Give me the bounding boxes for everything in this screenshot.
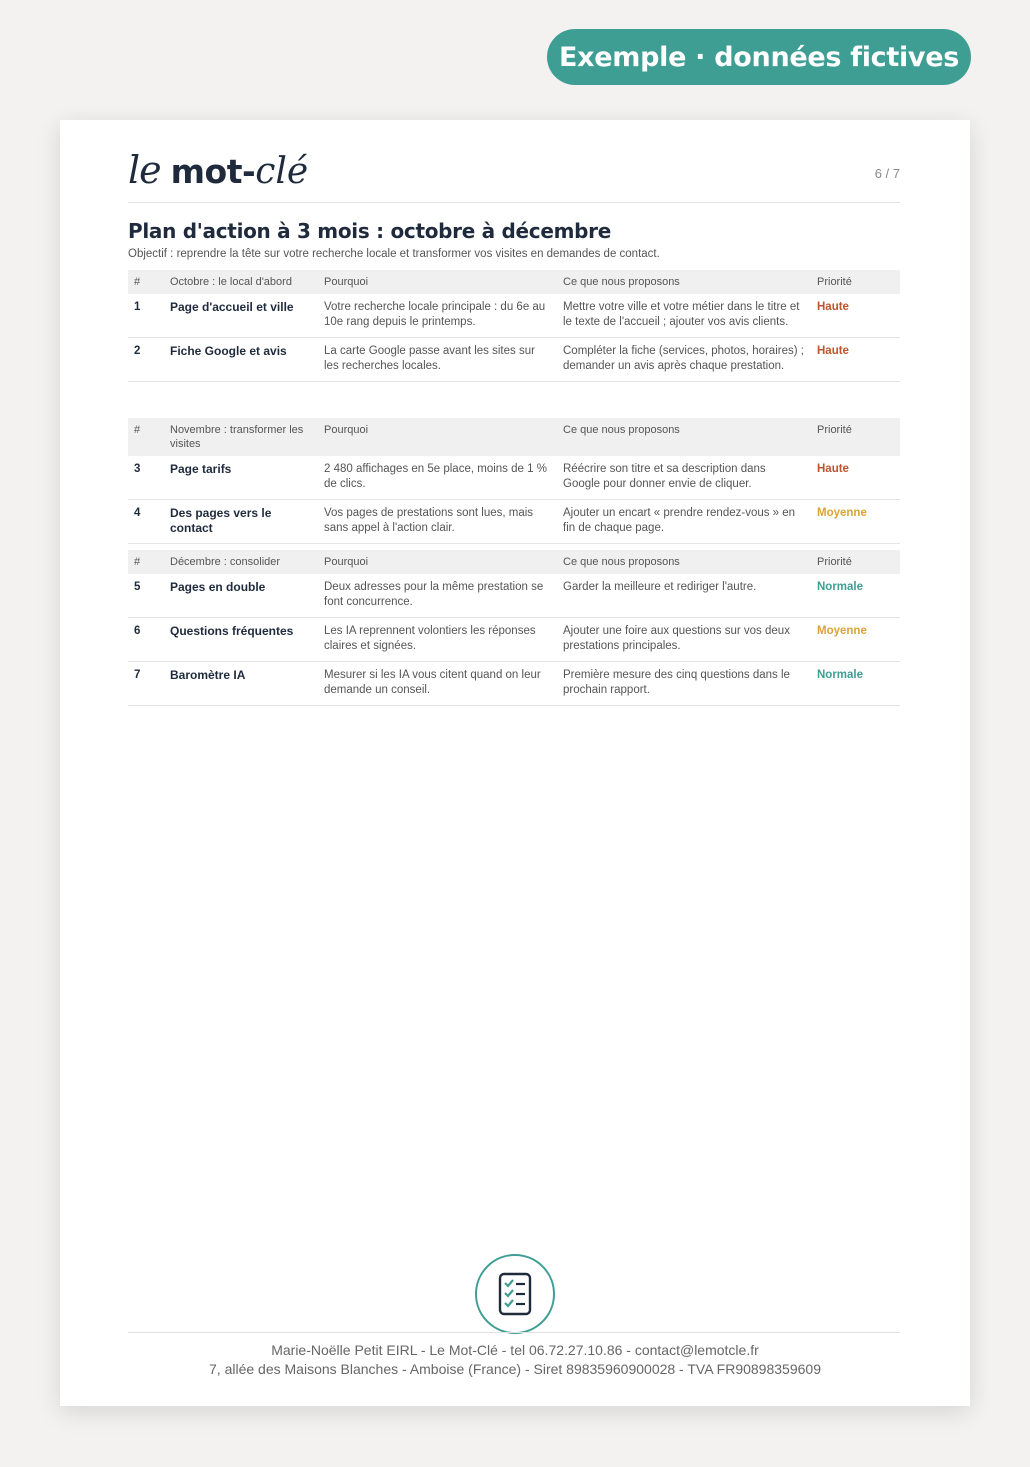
- row-proposal: Réécrire son titre et sa description dans Google pour donner envie de cliquer.: [557, 456, 811, 500]
- report-page: [60, 120, 970, 1406]
- row-number: 6: [128, 618, 164, 662]
- action-table: [128, 550, 900, 706]
- row-proposal: Garder la meilleure et rediriger l'autre.: [557, 574, 811, 618]
- row-why: Mesurer si les IA vous citent quand on leur demande un conseil.: [318, 662, 557, 706]
- row-why: Les IA reprennent volontiers les réponses claires et signées.: [318, 618, 557, 662]
- logo-part-le: le: [128, 148, 161, 192]
- row-proposal: Ajouter un encart « prendre rendez-vous » en fin de chaque page.: [557, 500, 811, 544]
- header-hash: #: [128, 550, 164, 574]
- row-priority: Normale: [811, 662, 900, 706]
- header-month: Novembre : transformer les visites: [164, 418, 318, 456]
- table-row: [128, 662, 900, 706]
- table-header-row: [128, 418, 900, 456]
- page-subtitle: Objectif : reprendre la tête sur votre recherche locale et transformer vos visites en demandes de contact.: [128, 248, 660, 260]
- row-why: Deux adresses pour la même prestation se font concurrence.: [318, 574, 557, 618]
- table-header-row: [128, 270, 900, 294]
- logo-part-mot: mot-: [170, 152, 256, 191]
- table-row: [128, 456, 900, 500]
- page-number: 6 / 7: [874, 166, 900, 181]
- row-priority: Haute: [811, 456, 900, 500]
- row-action: Baromètre IA: [164, 662, 318, 706]
- row-action: Fiche Google et avis: [164, 338, 318, 382]
- footer-address: 7, allée des Maisons Blanches - Amboise (France) - Siret 89835960900028 - TVA FR90898359609: [209, 1361, 821, 1377]
- header-priority: Priorité: [811, 550, 900, 574]
- row-priority: Haute: [811, 294, 900, 338]
- table-row: [128, 618, 900, 662]
- table-row: [128, 294, 900, 338]
- header-priority: Priorité: [811, 418, 900, 456]
- row-why: 2 480 affichages en 5e place, moins de 1 % de clics.: [318, 456, 557, 500]
- header-divider: [128, 202, 900, 203]
- footer: [60, 1341, 970, 1379]
- row-proposal: Première mesure des cinq questions dans le prochain rapport.: [557, 662, 811, 706]
- row-proposal: Ajouter une foire aux questions sur vos deux prestations principales.: [557, 618, 811, 662]
- row-why: Votre recherche locale principale : du 6e au 10e rang depuis le printemps.: [318, 294, 557, 338]
- header-why: Pourquoi: [318, 550, 557, 574]
- row-number: 2: [128, 338, 164, 382]
- row-number: 3: [128, 456, 164, 500]
- row-number: 7: [128, 662, 164, 706]
- row-number: 5: [128, 574, 164, 618]
- row-priority: Moyenne: [811, 500, 900, 544]
- footer-contact: Marie-Noëlle Petit EIRL - Le Mot-Clé - tel 06.72.27.10.86 - contact@lemotcle.fr: [271, 1342, 759, 1358]
- row-priority: Moyenne: [811, 618, 900, 662]
- header-priority: Priorité: [811, 270, 900, 294]
- table-row: [128, 338, 900, 382]
- header-hash: #: [128, 418, 164, 456]
- table-row: [128, 500, 900, 544]
- logo-part-cle: clé: [255, 151, 309, 192]
- header-proposal: Ce que nous proposons: [557, 270, 811, 294]
- checklist-icon: [475, 1254, 555, 1334]
- row-action: Page tarifs: [164, 456, 318, 500]
- header-proposal: Ce que nous proposons: [557, 550, 811, 574]
- table-row: [128, 574, 900, 618]
- header-why: Pourquoi: [318, 270, 557, 294]
- action-table: [128, 418, 900, 544]
- header-hash: #: [128, 270, 164, 294]
- brand-logo: [128, 148, 308, 198]
- header-why: Pourquoi: [318, 418, 557, 456]
- row-action: Pages en double: [164, 574, 318, 618]
- row-priority: Haute: [811, 338, 900, 382]
- table-header-row: [128, 550, 900, 574]
- row-number: 4: [128, 500, 164, 544]
- row-proposal: Mettre votre ville et votre métier dans le titre et le texte de l'accueil ; ajouter vos avis clients.: [557, 294, 811, 338]
- row-proposal: Compléter la fiche (services, photos, horaires) ; demander un avis après chaque prestation.: [557, 338, 811, 382]
- row-action: Questions fréquentes: [164, 618, 318, 662]
- footer-divider: [128, 1332, 900, 1333]
- row-why: Vos pages de prestations sont lues, mais sans appel à l'action clair.: [318, 500, 557, 544]
- page-title: Plan d'action à 3 mois : octobre à décembre: [128, 219, 612, 243]
- header-month: Octobre : le local d'abord: [164, 270, 318, 294]
- row-why: La carte Google passe avant les sites sur les recherches locales.: [318, 338, 557, 382]
- row-priority: Normale: [811, 574, 900, 618]
- action-table: [128, 270, 900, 382]
- row-number: 1: [128, 294, 164, 338]
- row-action: Page d'accueil et ville: [164, 294, 318, 338]
- header-month: Décembre : consolider: [164, 550, 318, 574]
- row-action: Des pages vers le contact: [164, 500, 318, 544]
- header-proposal: Ce que nous proposons: [557, 418, 811, 456]
- sample-data-badge: Exemple · données fictives: [547, 29, 971, 85]
